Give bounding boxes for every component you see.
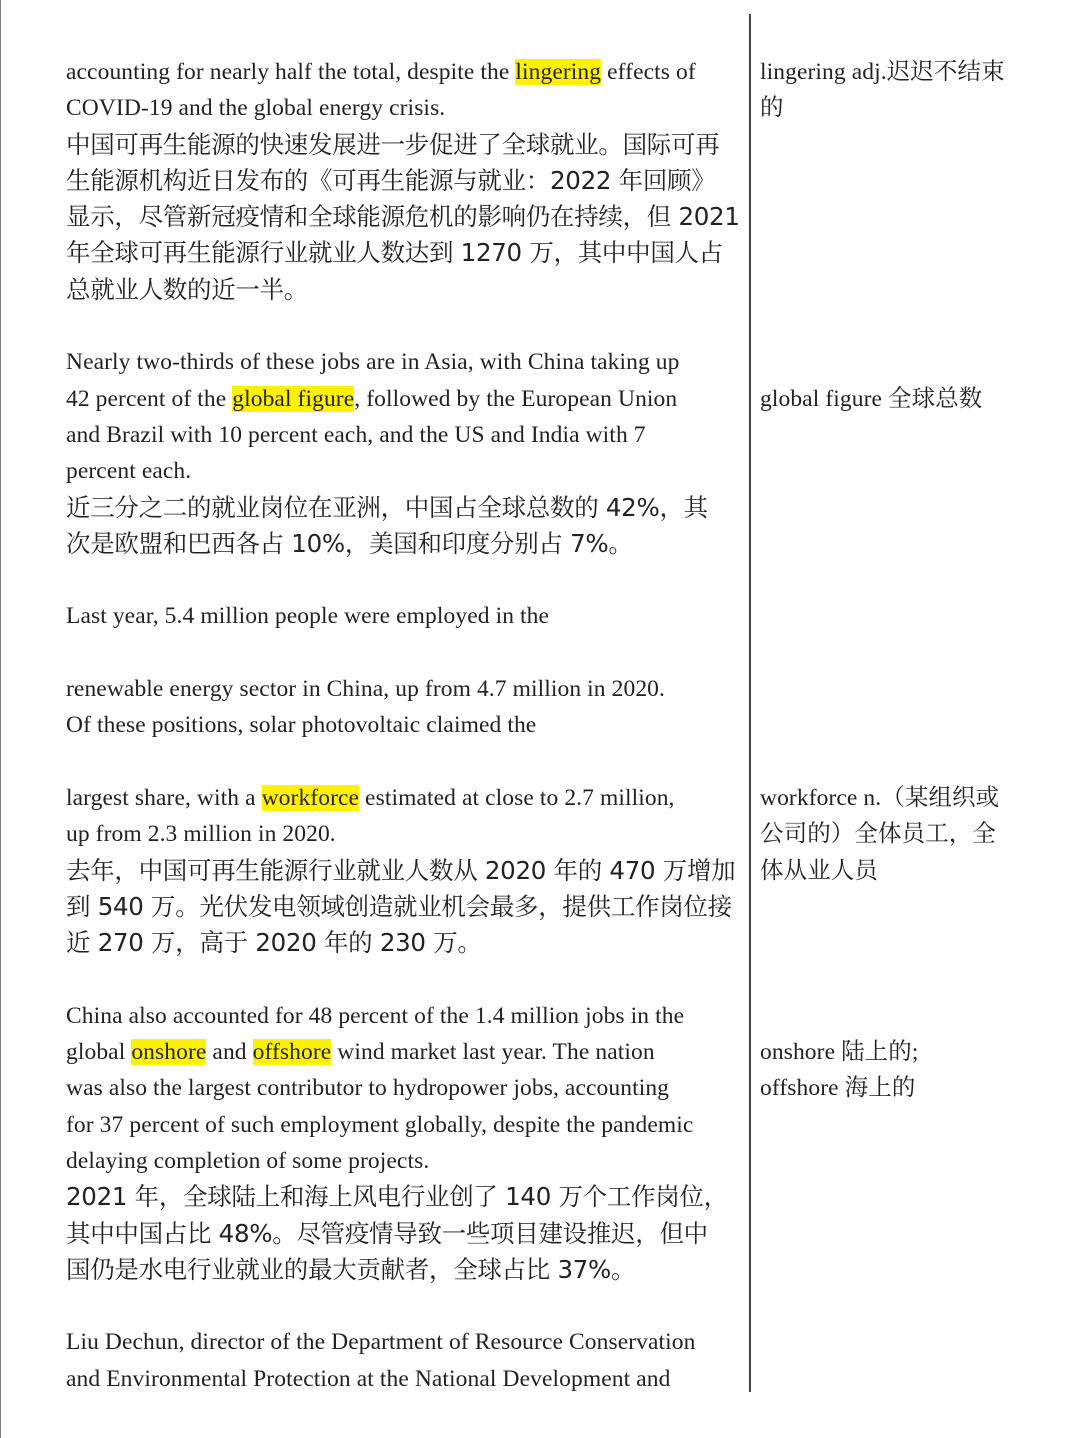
paragraph-gap <box>66 961 742 997</box>
english-line <box>66 381 742 417</box>
text-segment: largest share, with a <box>66 784 262 811</box>
highlighted-vocab-word: global figure <box>232 385 355 412</box>
chinese-translation-line: 其中中国占比 48%。尽管疫情导致一些项目建设推迟，但中 <box>66 1218 708 1248</box>
text-segment: percent each. <box>66 458 192 485</box>
text-segment: was also the largest contributor to hydropower jobs, accounting <box>66 1075 670 1102</box>
vocab-note-line: lingering adj.迟迟不结束 <box>760 59 1005 85</box>
page-left-edge <box>0 0 1 1438</box>
highlighted-vocab-word: offshore <box>252 1039 332 1066</box>
vocab-note-line: onshore 陆上的; <box>760 1039 919 1066</box>
paragraph-gap <box>66 744 742 780</box>
paragraph-gap <box>66 635 742 671</box>
vocab-note <box>760 780 1060 889</box>
text-segment: estimated at close to 2.7 million, <box>359 784 675 811</box>
english-line <box>66 1361 742 1397</box>
highlighted-vocab-word: lingering <box>515 59 602 85</box>
english-line <box>66 671 742 707</box>
paragraph <box>66 998 742 1288</box>
english-line <box>66 998 742 1034</box>
text-segment: global <box>66 1039 132 1066</box>
text-segment: and Environmental Protection at the National Development and <box>66 1365 671 1392</box>
text-segment: and <box>206 1039 253 1066</box>
chinese-translation-line: 总就业人数的近一半。 <box>66 274 308 304</box>
english-line <box>66 598 742 634</box>
chinese-translation-line: 显示，尽管新冠疫情和全球能源危机的影响仍在持续，但 2021 <box>66 202 740 232</box>
paragraph-gap <box>66 562 742 598</box>
english-line <box>66 54 742 90</box>
chinese-translation-line: 次是欧盟和巴西各占 10%，美国和印度分别占 7%。 <box>66 528 633 558</box>
text-segment: wind market last year. The nation <box>331 1039 655 1066</box>
vocab-note-line: workforce n.（某组织或 <box>760 785 1000 811</box>
text-segment: and Brazil with 10 percent each, and the US and India with 7 <box>66 421 646 448</box>
english-line <box>66 90 742 126</box>
text-segment: for 37 percent of such employment globally, despite the pandemic <box>66 1111 694 1138</box>
english-line <box>66 1324 742 1360</box>
chinese-translation-line: 去年，中国可再生能源行业就业人数从 2020 年的 470 万增加 <box>66 855 736 885</box>
chinese-translation-line: 近三分之二的就业岗位在亚洲，中国占全球总数的 42%，其 <box>66 492 708 522</box>
paragraph <box>66 1324 742 1397</box>
text-segment: Liu Dechun, director of the Department of Resource Conservation <box>66 1329 696 1356</box>
text-segment: COVID-19 and the global energy crisis. <box>66 95 446 122</box>
highlighted-vocab-word: onshore <box>131 1039 207 1066</box>
paragraph <box>66 344 742 562</box>
text-segment: delaying completion of some projects. <box>66 1147 430 1174</box>
text-segment: Nearly two-thirds of these jobs are in Asia, with China taking up <box>66 349 680 376</box>
english-line <box>66 1143 742 1179</box>
paragraph <box>66 598 742 634</box>
vocab-note <box>760 54 1060 127</box>
chinese-translation-line: 近 270 万，高于 2020 年的 230 万。 <box>66 928 482 958</box>
vocab-note-line: 公司的）全体员工，全 <box>760 821 996 848</box>
paragraph <box>66 780 742 961</box>
paragraph <box>66 671 742 744</box>
english-line <box>66 344 742 380</box>
column-divider <box>749 14 751 1392</box>
vocab-note-line: offshore 海上的 <box>760 1075 916 1102</box>
english-line <box>66 707 742 743</box>
highlighted-vocab-word: workforce <box>261 784 360 811</box>
chinese-translation-line: 国仍是水电行业就业的最大贡献者，全球占比 37%。 <box>66 1254 636 1284</box>
english-line <box>66 453 742 489</box>
chinese-translation-line: 生能源机构近日发布的《可再生能源与就业：2022 年回顾》 <box>66 165 716 195</box>
text-segment: up from 2.3 million in 2020. <box>66 821 336 848</box>
text-segment: Of these positions, solar photovoltaic claimed the <box>66 712 537 739</box>
chinese-translation-line: 到 540 万。光伏发电领域创造就业机会最多，提供工作岗位接 <box>66 891 732 921</box>
vocab-note-line: 的 <box>760 95 784 122</box>
text-segment: , followed by the European Union <box>354 385 678 412</box>
english-line <box>66 417 742 453</box>
article-column <box>66 54 742 1397</box>
vocab-note <box>760 381 1060 417</box>
english-line <box>66 1107 742 1143</box>
english-line <box>66 1034 742 1070</box>
text-segment: effects of <box>601 59 696 85</box>
chinese-translation-line: 2021 年，全球陆上和海上风电行业创了 140 万个工作岗位， <box>66 1182 728 1212</box>
text-segment: China also accounted for 48 percent of the 1.4 million jobs in the <box>66 1002 685 1029</box>
paragraph-gap <box>66 308 742 344</box>
chinese-translation-line: 中国可再生能源的快速发展进一步促进了全球就业。国际可再 <box>66 129 720 159</box>
english-line <box>66 816 742 852</box>
paragraph-gap <box>66 1288 742 1324</box>
english-line <box>66 780 742 816</box>
text-segment: accounting for nearly half the total, despite the <box>66 59 516 85</box>
vocab-note <box>760 1034 1060 1107</box>
vocab-note-line: global figure 全球总数 <box>760 385 983 412</box>
text-segment: 42 percent of the <box>66 385 233 412</box>
chinese-translation-line: 年全球可再生能源行业就业人数达到 1270 万，其中中国人占 <box>66 238 723 268</box>
text-segment: Last year, 5.4 million people were employed in the <box>66 603 550 630</box>
vocab-note-line: 体从业人员 <box>760 857 878 884</box>
text-segment: renewable energy sector in China, up from 4.7 million in 2020. <box>66 676 666 703</box>
paragraph <box>66 54 742 308</box>
english-line <box>66 1070 742 1106</box>
